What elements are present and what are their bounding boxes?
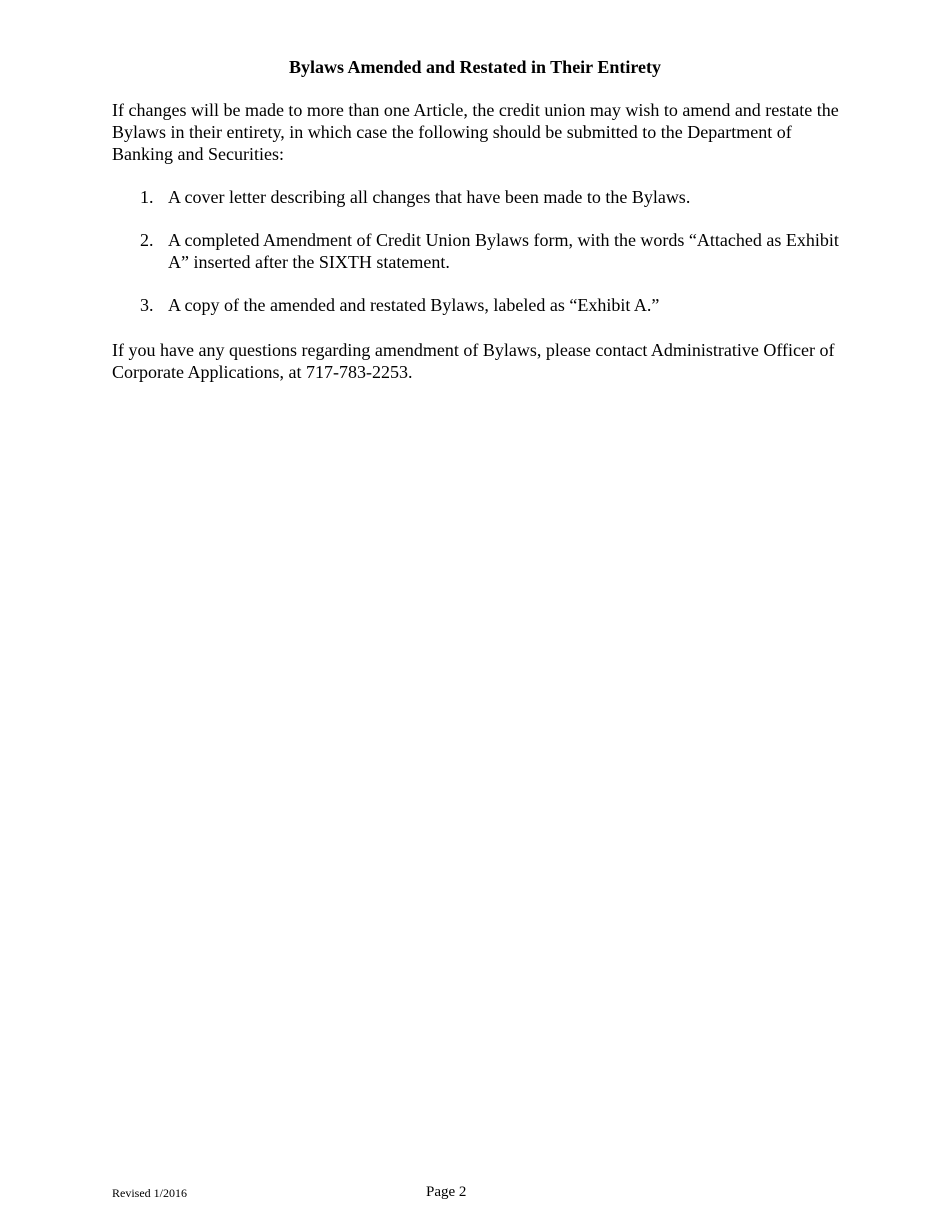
list-item bbox=[112, 294, 847, 316]
footer-page-number: Page 2 bbox=[426, 1184, 467, 1200]
intro-paragraph: If changes will be made to more than one Article, the credit union may wish to amend and restate the Bylaws in their entirety, in which case the following should be submitted to the Department of Banking and Securities: bbox=[112, 100, 839, 164]
closing-paragraph: If you have any questions regarding amendment of Bylaws, please contact Administrative Officer of Corporate Applications, at 717-783-2253. bbox=[112, 340, 835, 382]
page-title: Bylaws Amended and Restated in Their Entirety bbox=[288, 57, 662, 77]
footer-revised-date: Revised 1/2016 bbox=[112, 1186, 187, 1200]
list-item-number: 2. bbox=[140, 230, 154, 250]
list-item-text: A cover letter describing all changes that have been made to the Bylaws. bbox=[168, 187, 691, 207]
list-item-number: 1. bbox=[140, 187, 154, 207]
list-item bbox=[112, 186, 847, 208]
list-item-number: 3. bbox=[140, 295, 154, 315]
list-item-text: A completed Amendment of Credit Union Bylaws form, with the words “Attached as Exhibit A” inserted after the SIXTH statement. bbox=[168, 230, 839, 272]
list-item-text: A copy of the amended and restated Bylaws, labeled as “Exhibit A.” bbox=[168, 295, 660, 315]
list-item bbox=[112, 229, 847, 273]
submission-list bbox=[112, 186, 847, 337]
